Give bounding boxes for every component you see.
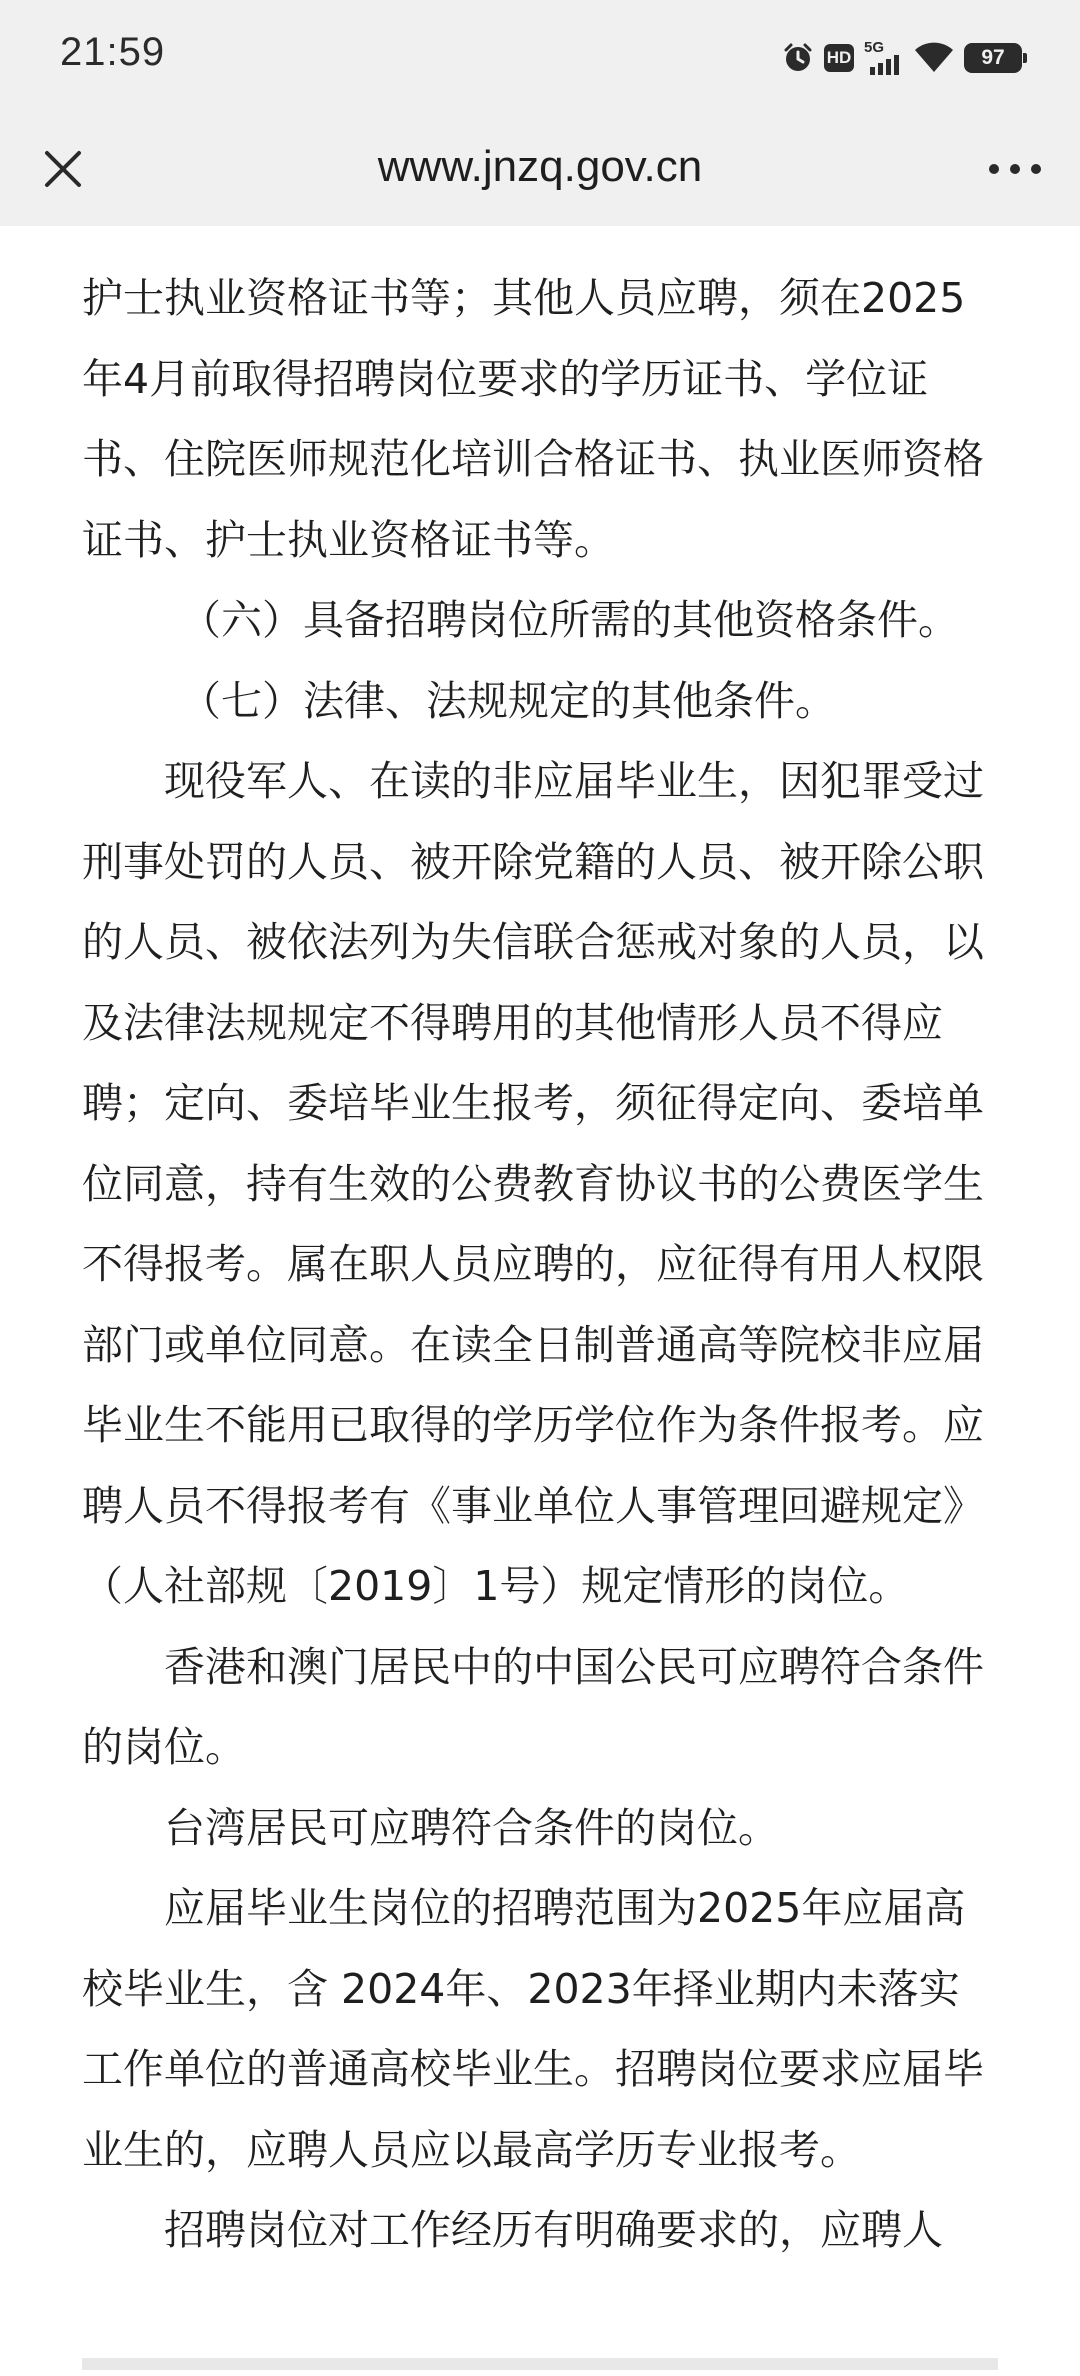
status-icons: [782, 36, 1022, 80]
article-paragraph: （六）具备招聘岗位所需的其他资格条件。: [180, 596, 959, 644]
article-paragraph: 护士执业资格证书等；其他人员应聘，须在2025年4月前取得招聘岗位要求的学历证书、学位证书、住院医师规范化培训合格证书、执业医师资格证书、护士执业资格证书等。: [82, 274, 984, 564]
cellular-signal-icon: [864, 41, 904, 75]
article-body: [82, 258, 998, 2271]
status-time: 21:59: [60, 30, 166, 74]
partially-visible-line: [82, 2350, 998, 2376]
network-type-label: 5G: [864, 39, 885, 56]
alarm-icon: [782, 42, 814, 74]
article-paragraph: 现役军人、在读的非应届毕业生，因犯罪受过刑事处罚的人员、被开除党籍的人员、被开除公职的人员、被依法列为失信联合惩戒对象的人员，以及法律法规规定不得聘用的其他情形人员不得应聘；定向、委培毕业生报考，须征得定向、委培单位同意，持有生效的公费教育协议书的公费医学生不得报考。属在职人员应聘的，应征得有用人权限部门或单位同意。在读全日制普通高等院校非应届毕业生不能用已取得的学历学位作为条件报考。应聘人员不得报考有《事业单位人事管理回避规定》（人社部规〔2019〕1号）规定情形的岗位。: [82, 757, 984, 1610]
article-paragraph: 香港和澳门居民中的中国公民可应聘符合条件的岗位。: [82, 1642, 984, 1771]
article-paragraph: 台湾居民可应聘符合条件的岗位。: [164, 1803, 779, 1852]
page-url: www.jnzq.gov.cn: [377, 142, 703, 191]
status-bar: [0, 0, 1080, 112]
more-options-button[interactable]: [980, 134, 1050, 204]
article-paragraph: 应届毕业生岗位的招聘范围为2025年应届高校毕业生，含 2024年、2023年择业期内未落实工作单位的普通高校毕业生。招聘岗位要求应届毕业生的，应聘人员应以最高学历专业报考。: [82, 1884, 984, 2174]
wifi-icon: [914, 42, 954, 74]
article-paragraph: （七）法律、法规规定的其他条件。: [180, 676, 836, 725]
article-paragraph: 招聘岗位对工作经历有明确要求的，应聘人: [164, 2206, 943, 2254]
browser-toolbar: [0, 112, 1080, 226]
hd-badge: HD: [824, 44, 854, 72]
battery-indicator: 97: [964, 43, 1022, 73]
more-dots-icon: [987, 162, 1043, 176]
